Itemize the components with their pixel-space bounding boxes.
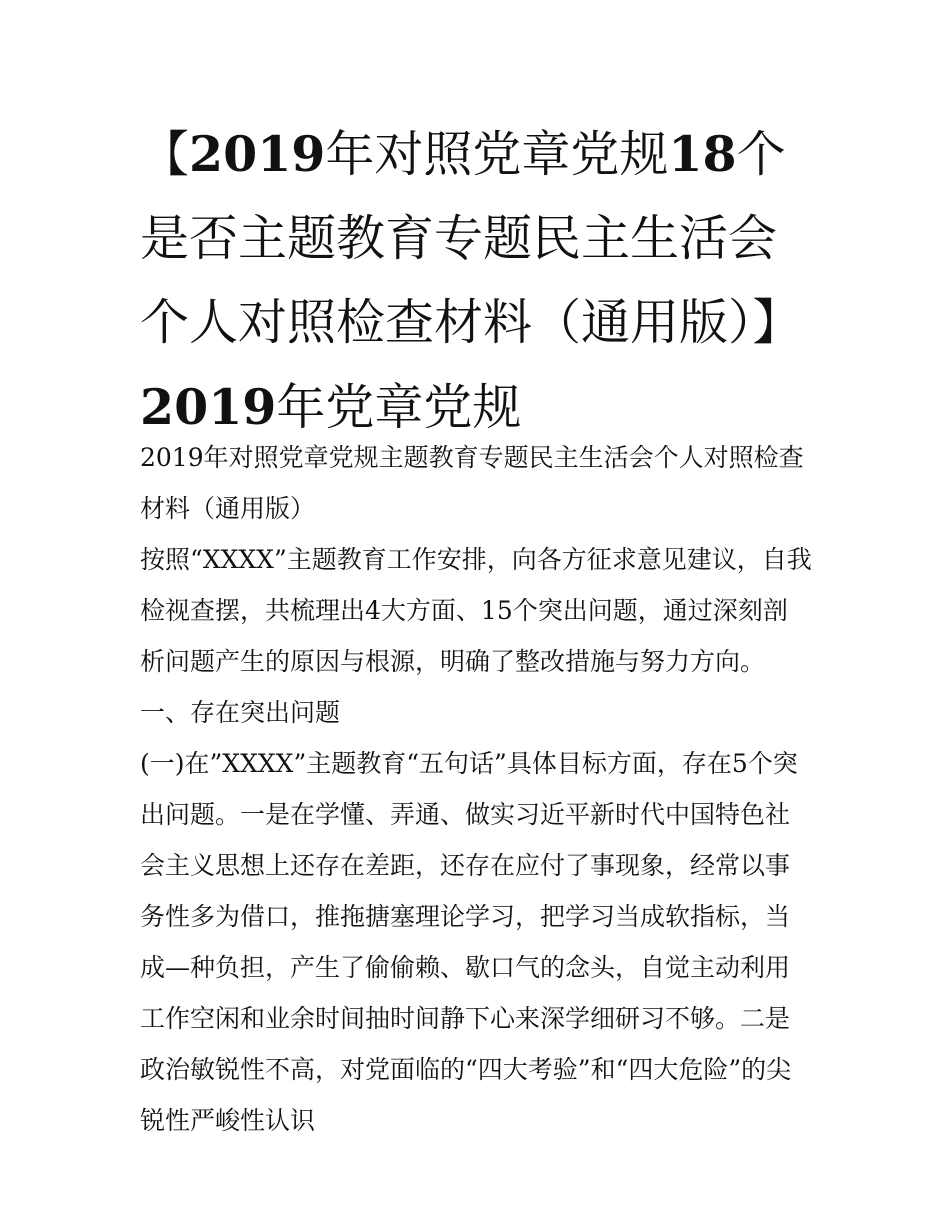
title-year: 2019 [189,125,326,183]
body-paragraph: (一)在”XXXX”主题教育“五句话”具体目标方面，存在5个突出问题。一是在学懂、弄通、做实习近平新时代中国特色社会主义思想上还存在差距，还存在应付了事现象，经常以事务性多为借口，推拖搪塞理论学习，把学习当成软指标，当成—种负担，产生了偷偷赖、歇口气的念头，自觉主动利用工作空闲和业余时间抽时间静下心来深学细研习不够。二是政治敏锐性不高，对党面临的“四大考验”和“四大危险”的尖锐性严峻性认识 [140,749,798,1135]
title-text-2: 个是否主题教育专题民主生活会个人对照检查材料（通用版）】 [140,126,802,351]
title-year-2: 2019 [140,378,277,436]
title-bracket-open: 【 [140,126,190,183]
title-number: 18 [668,125,737,183]
intro-paragraph: 按照“XXXX”主题教育工作安排，向各方征求意见建议，自我检视查摆，共梳理出4大方面、15个突出问题，通过深刻剖析问题产生的原因与根源，明确了整改措施与努力方向。 [140,545,812,676]
document-title [140,112,820,450]
subtitle-paragraph: 2019年对照党章党规主题教育专题民主生活会个人对照检查材料（通用版） [140,443,804,523]
section-heading: 一、存在突出问题 [140,698,341,727]
title-text-1: 年对照党章党规 [325,126,669,183]
document-body [140,432,812,1146]
title-text-3: 年党章党规 [276,379,522,436]
